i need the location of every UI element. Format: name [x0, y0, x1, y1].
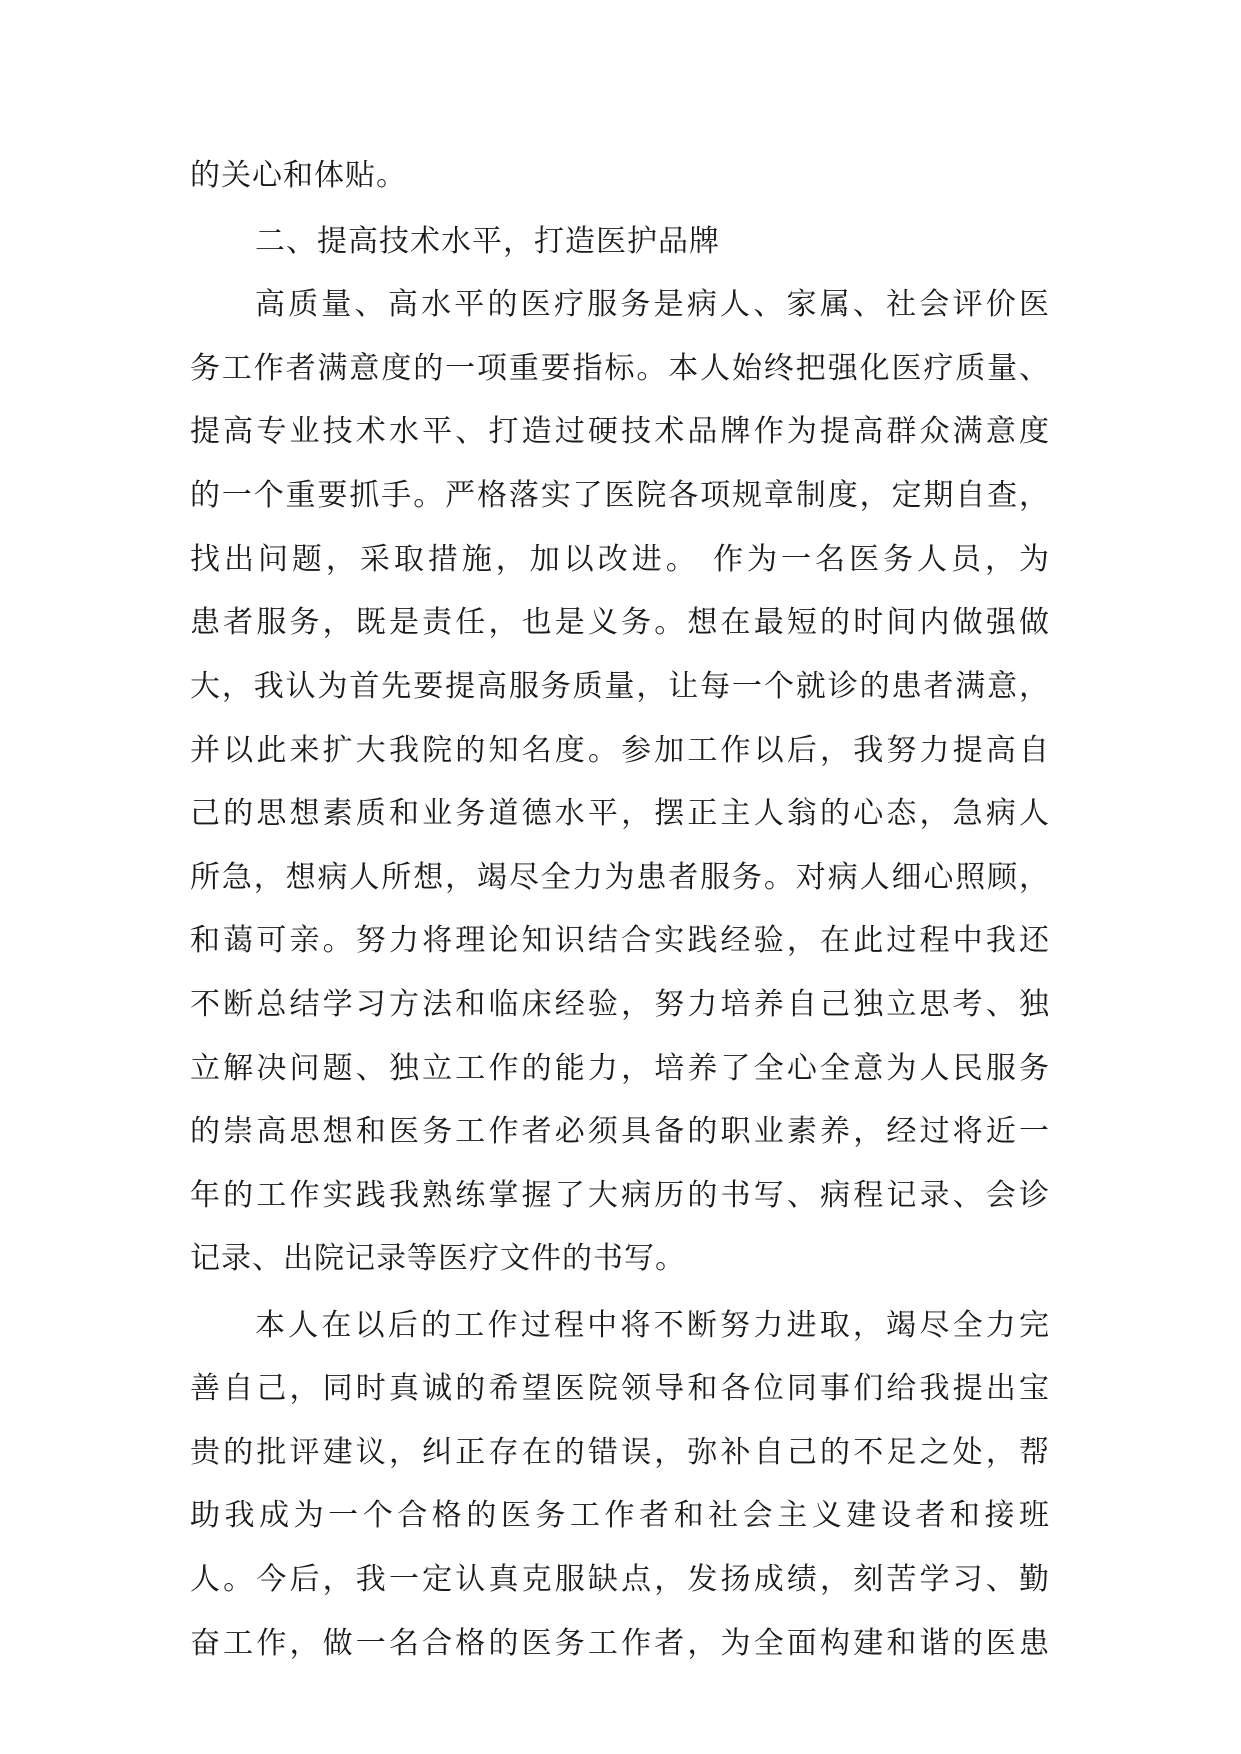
text-line: 奋工作，做一名合格的医务工作者，为全面构建和谐的医患 — [190, 1626, 1050, 1661]
text-line: 年的工作实践我熟练掌握了大病历的书写、病程记录、会诊 — [190, 1178, 1050, 1213]
text-line: 提高专业技术水平、打造过硬技术品牌作为提高群众满意度 — [190, 414, 1050, 449]
text-line: 和蔼可亲。努力将理论知识结合实践经验，在此过程中我还 — [190, 923, 1050, 958]
section-heading: 二、提高技术水平，打造医护品牌 — [255, 224, 720, 259]
text-line: 不断总结学习方法和临床经验，努力培养自己独立思考、独 — [190, 987, 1050, 1022]
text-line: 务工作者满意度的一项重要指标。本人始终把强化医疗质量、 — [190, 351, 1050, 386]
text-line: 所急，想病人所想，竭尽全力为患者服务。对病人细心照顾， — [190, 860, 1050, 895]
text-line: 并以此来扩大我院的知名度。参加工作以后，我努力提高自 — [190, 733, 1050, 768]
text-line: 人。今后，我一定认真克服缺点，发扬成绩，刻苦学习、勤 — [190, 1562, 1050, 1597]
text-line: 找出问题，采取措施，加以改进。 作为一名医务人员，为 — [190, 542, 1050, 577]
text-line: 大，我认为首先要提高服务质量，让每一个就诊的患者满意， — [190, 669, 1050, 704]
text-line: 记录、出院记录等医疗文件的书写。 — [190, 1241, 686, 1276]
text-line: 己的思想素质和业务道德水平，摆正主人翁的心态，急病人 — [190, 796, 1050, 831]
text-line: 助我成为一个合格的医务工作者和社会主义建设者和接班 — [190, 1498, 1050, 1533]
text-line: 贵的批评建议，纠正存在的错误，弥补自己的不足之处，帮 — [190, 1435, 1050, 1470]
text-line: 患者服务，既是责任，也是义务。想在最短的时间内做强做 — [190, 605, 1050, 640]
text-line: 立解决问题、独立工作的能力，培养了全心全意为人民服务 — [190, 1051, 1050, 1086]
text-line: 本人在以后的工作过程中将不断努力进取，竭尽全力完 — [255, 1308, 1050, 1343]
text-line: 的一个重要抓手。严格落实了医院各项规章制度，定期自查， — [190, 478, 1050, 513]
text-line: 的关心和体贴。 — [190, 158, 407, 193]
text-line: 高质量、高水平的医疗服务是病人、家属、社会评价医 — [255, 287, 1050, 322]
text-line: 善自己，同时真诚的希望医院领导和各位同事们给我提出宝 — [190, 1371, 1050, 1406]
text-line: 的崇高思想和医务工作者必须具备的职业素养，经过将近一 — [190, 1114, 1050, 1149]
